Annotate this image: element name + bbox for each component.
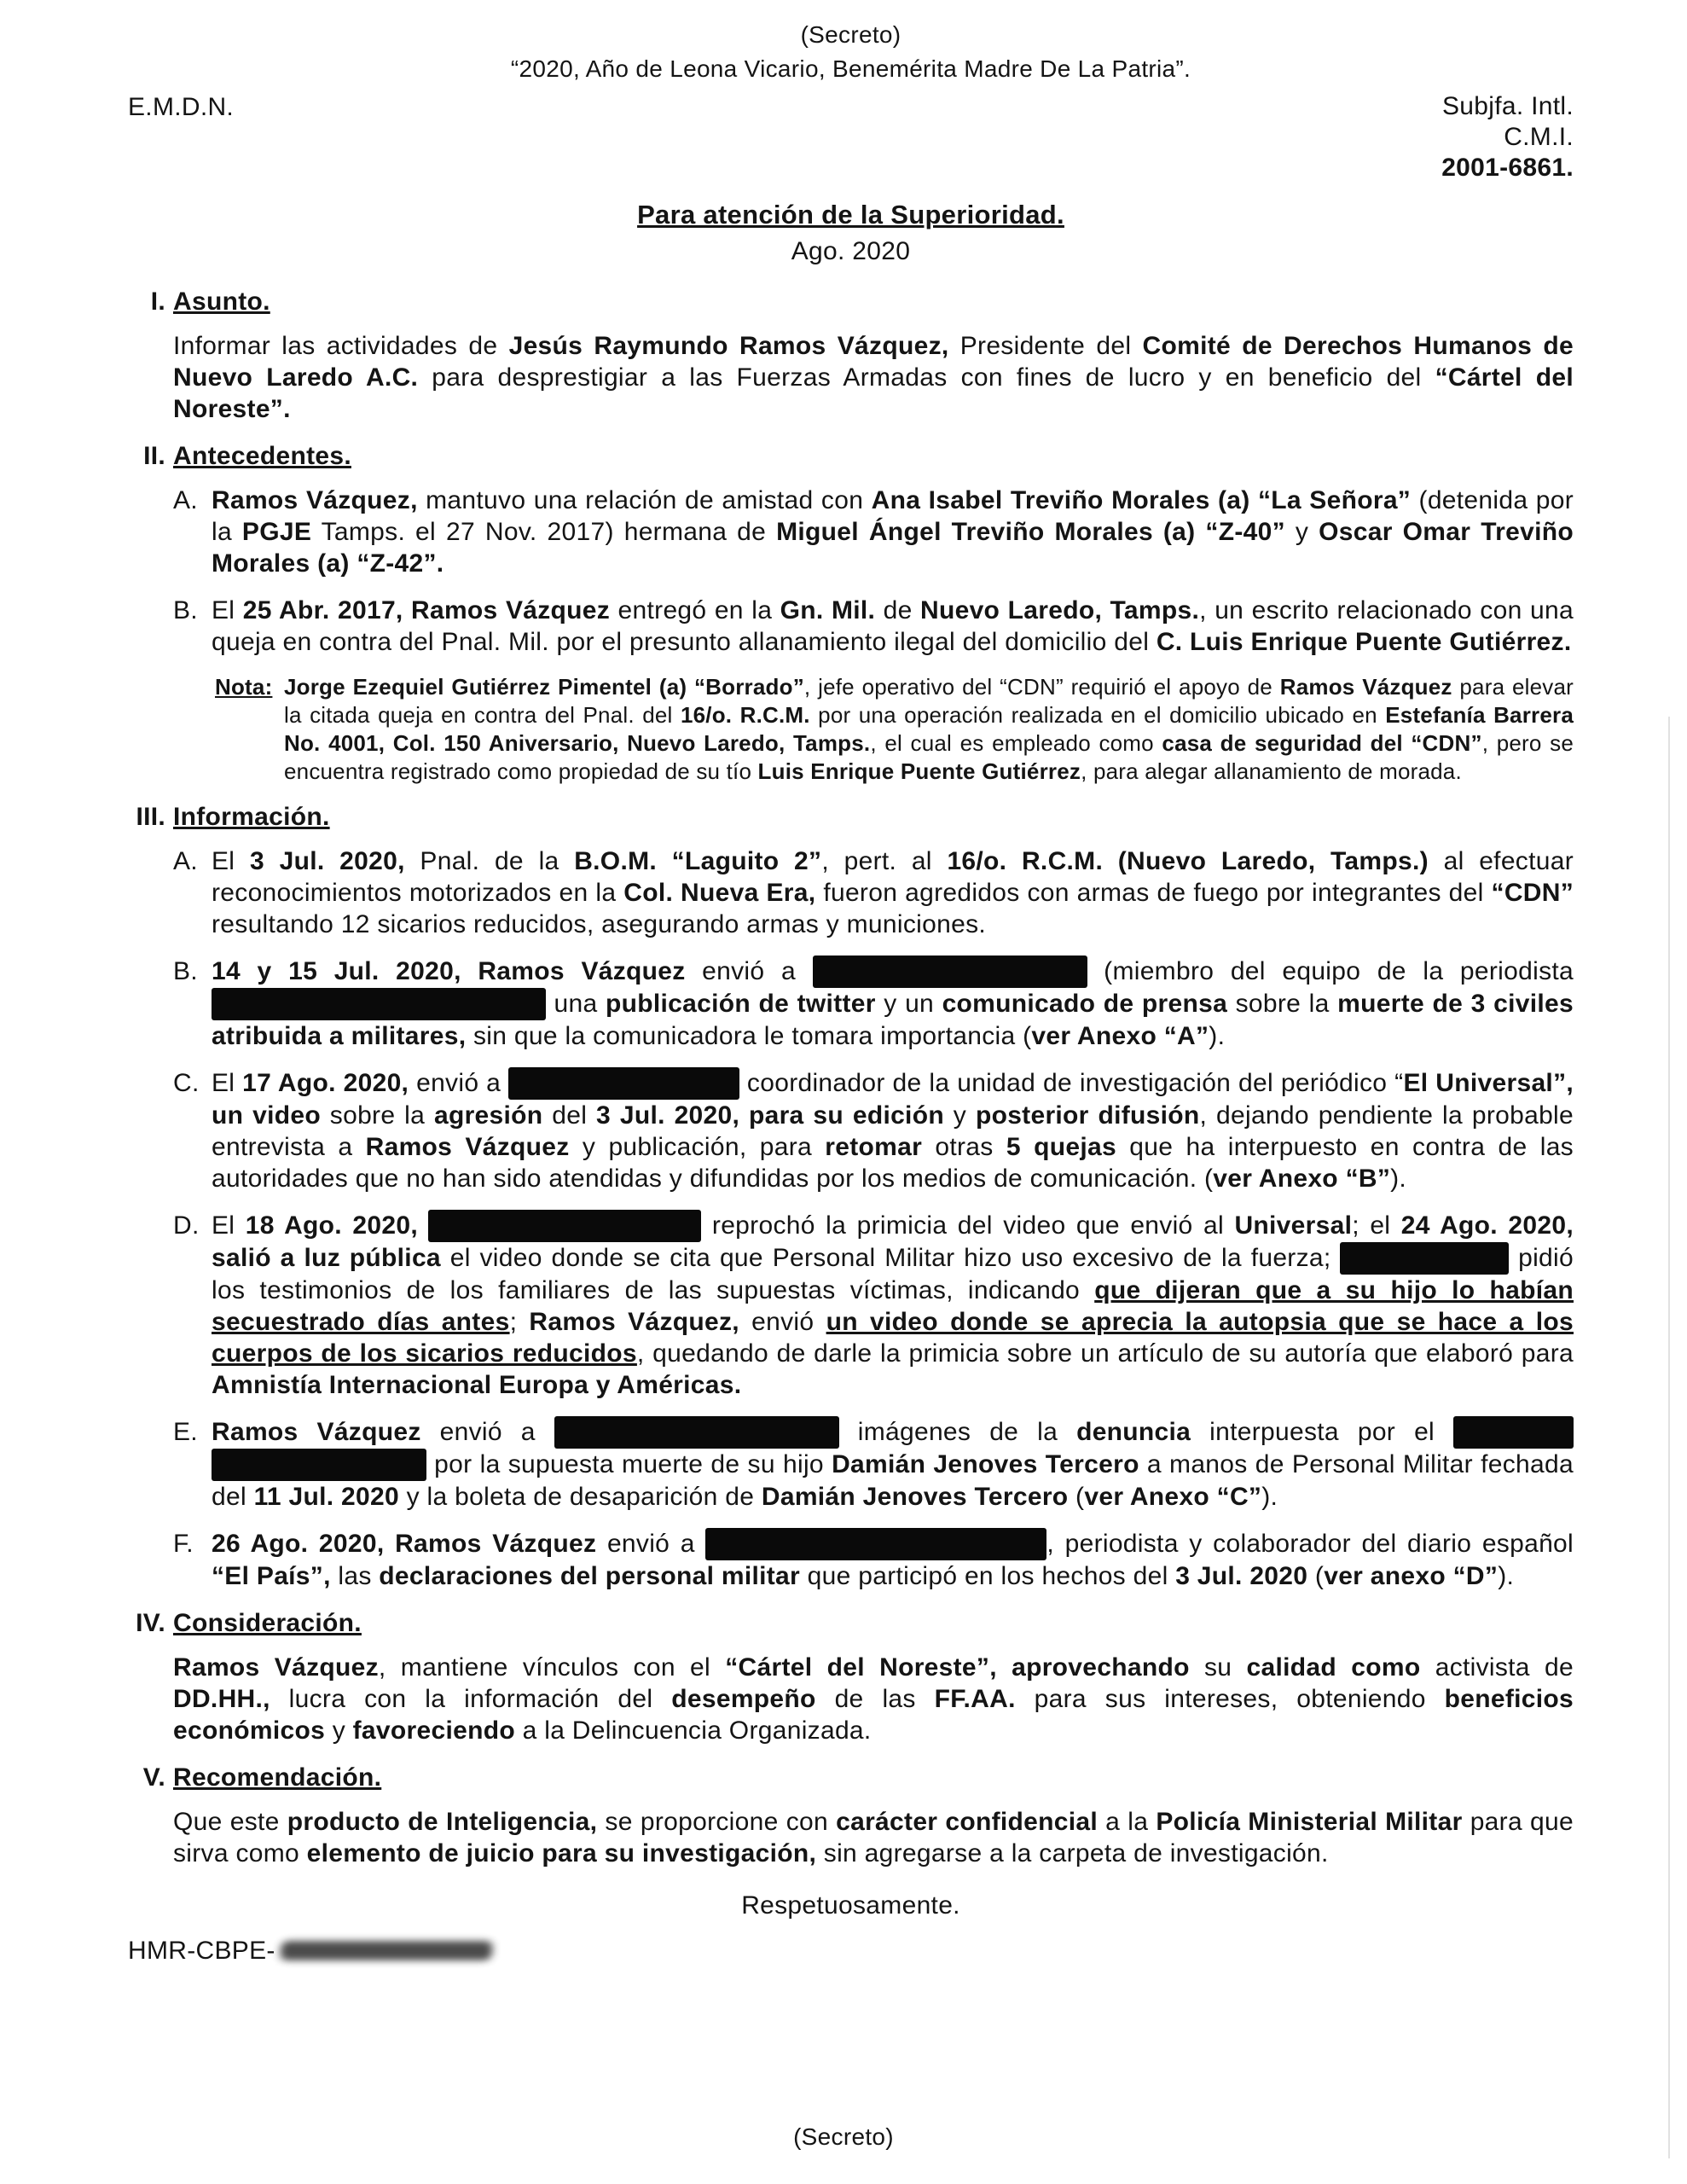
document-date: Ago. 2020 <box>791 237 911 265</box>
text-run: (detenida por la <box>212 486 1574 546</box>
text-run: Ramos Vázquez <box>173 1653 379 1682</box>
text-run: , dejando pendiente la probable entrevista a <box>212 1101 1574 1161</box>
section <box>128 1607 1574 1746</box>
note-label <box>215 673 284 786</box>
text-run: las <box>330 1562 380 1590</box>
item-text <box>212 1067 1574 1194</box>
text-run: al efectuar reconocimientos motorizados en la <box>212 847 1574 907</box>
note-text <box>284 673 1574 786</box>
text-run: desempeño <box>671 1685 816 1713</box>
text-run: ; <box>509 1308 530 1336</box>
note-label-text: Nota: <box>215 674 273 700</box>
text-run: B.O.M. “Laguito 2” <box>574 847 822 875</box>
text-run: y <box>325 1716 353 1745</box>
text-run: 3 Jul. 2020, para su edición <box>596 1101 944 1130</box>
text-run: sobre la <box>320 1101 434 1130</box>
section-heading <box>128 440 1574 472</box>
text-run: 16/o. R.C.M. <box>680 702 810 728</box>
note <box>215 673 1574 786</box>
text-run: envió <box>739 1308 826 1336</box>
text-run: ver Anexo “A” <box>1031 1022 1209 1050</box>
signature-prefix: HMR-CBPE- <box>128 1937 275 1965</box>
text-run: 3 Jul. 2020, <box>249 847 405 875</box>
text-run: Ramos Vázquez <box>212 1418 421 1446</box>
text-run: pidió los testimonios de los familiares de las supuestas víctimas, indicando <box>212 1244 1574 1304</box>
text-run: entregó en la <box>610 596 780 624</box>
text-run: envió a <box>409 1069 509 1097</box>
section-number: II. <box>143 442 165 470</box>
item-text <box>212 956 1574 1052</box>
section <box>128 801 1574 1592</box>
text-run: Ramos Vázquez, <box>529 1308 739 1336</box>
text-run: denuncia <box>1076 1418 1191 1446</box>
text-run: Comité de Derechos Humanos de Nuevo Laredo A.C. <box>173 332 1574 392</box>
text-run: 3 Jul. 2020 <box>1175 1562 1308 1590</box>
text-run: sin agregarse a la carpeta de investigación. <box>816 1839 1329 1867</box>
text-run: Amnistía Internacional Europa y Américas. <box>212 1371 742 1399</box>
text-run: ; el <box>1352 1211 1401 1240</box>
text-run: interpuesta por el <box>1191 1418 1453 1446</box>
text-run: PGJE <box>241 518 312 546</box>
text-run: ( <box>1307 1562 1325 1590</box>
section-title: Recomendación. <box>173 1763 382 1792</box>
item-text <box>212 1528 1574 1592</box>
header-row <box>128 91 1574 183</box>
text-run: , mantiene vínculos con el <box>378 1653 726 1682</box>
text-run: Informar las actividades de <box>173 332 509 360</box>
text-run: , pert. al <box>821 847 948 875</box>
reference-line-1: Subjfa. Intl. <box>1442 92 1574 120</box>
text-run: ). <box>1261 1483 1278 1511</box>
list-item <box>173 485 1574 579</box>
text-run: de las <box>815 1685 935 1713</box>
text-run: El <box>212 1069 243 1097</box>
item-letter: C. <box>173 1069 200 1097</box>
text-run: su <box>1189 1653 1247 1682</box>
document-content <box>128 19 1574 1966</box>
text-run: Jesús Raymundo Ramos Vázquez, <box>508 332 949 360</box>
text-run: a manos de Personal Militar fechada del <box>212 1450 1574 1511</box>
text-run: Jorge Ezequiel Gutiérrez Pimentel (a) “Borrado” <box>284 674 804 700</box>
text-run: 26 Ago. 2020, Ramos Vázquez <box>212 1530 597 1558</box>
text-run: ver Anexo “B” <box>1213 1165 1391 1193</box>
item-letter: B. <box>173 596 198 624</box>
text-run: Estefanía Barrera No. 4001, Col. 150 Aniversario, Nuevo Laredo, Tamps. <box>284 702 1574 756</box>
text-run: ( <box>1068 1483 1085 1511</box>
text-run: El <box>212 847 250 875</box>
text-run: Damián Jenoves Tercero <box>832 1450 1139 1478</box>
text-run: fueron agredidos con armas de fuego por integrantes del <box>815 879 1492 907</box>
item-letter: A. <box>173 486 198 514</box>
text-run: , un escrito relacionado con una queja en contra del Pnal. Mil. por el presunto allanamiento ilegal del domicilio del <box>212 596 1574 656</box>
text-run: para sus intereses, obteniendo <box>1015 1685 1445 1713</box>
section-title: Antecedentes. <box>173 442 351 470</box>
redaction-bar <box>554 1416 839 1449</box>
redaction-bar <box>705 1528 1046 1560</box>
header-motto: “2020, Año de Leona Vicario, Benemérita Madre De La Patria”. <box>510 55 1191 82</box>
text-run: Luis Enrique Puente Gutiérrez <box>757 758 1081 784</box>
text-run: “CDN” <box>1491 879 1574 907</box>
text-run: 5 quejas <box>1006 1133 1116 1161</box>
text-run: y publicación, para <box>569 1133 826 1161</box>
text-run: imágenes de la <box>838 1418 1077 1446</box>
section-number: I. <box>150 288 165 316</box>
list-item <box>173 845 1574 940</box>
text-run: , para alegar allanamiento de morada. <box>1081 758 1462 784</box>
text-run: del <box>542 1101 597 1130</box>
text-run: Tamps. el 27 Nov. 2017) hermana de <box>311 518 777 546</box>
text-run: y <box>943 1101 976 1130</box>
text-run: a la <box>1098 1808 1157 1836</box>
text-run: El <box>212 1211 246 1240</box>
text-run: y <box>1284 518 1319 546</box>
closing-salutation: Respetuosamente. <box>741 1891 960 1920</box>
section-number: V. <box>142 1763 165 1792</box>
text-run: sin que la comunicadora le tomara importancia ( <box>466 1022 1032 1050</box>
text-run: Damián Jenoves Tercero <box>761 1483 1069 1511</box>
text-run: una <box>546 990 606 1018</box>
text-run: Ramos Vázquez <box>1279 674 1452 700</box>
text-run: beneficios económicos <box>173 1685 1574 1745</box>
text-run: Ana Isabel Treviño Morales (a) “La Señora” <box>871 486 1412 514</box>
text-run: envió a <box>420 1418 554 1446</box>
text-run: , periodista y colaborador del diario español <box>1046 1530 1574 1558</box>
text-run: , el cual es empleado como <box>870 730 1162 756</box>
section-heading <box>128 286 1574 317</box>
text-run: Col. Nueva Era, <box>623 879 816 907</box>
text-run: de <box>875 596 920 624</box>
redaction-bar <box>813 956 1087 988</box>
item-text <box>212 1416 1574 1513</box>
text-run: Gn. Mil. <box>780 596 876 624</box>
text-run: Presidente del <box>948 332 1143 360</box>
text-run: Policía Ministerial Militar <box>1156 1808 1463 1836</box>
redaction-bar <box>428 1210 701 1242</box>
text-run: 25 Abr. 2017, Ramos Vázquez <box>242 596 611 624</box>
section-title: Asunto. <box>173 288 270 316</box>
text-run: posterior difusión <box>975 1101 1200 1130</box>
text-run: C. Luis Enrique Puente Gutiérrez. <box>1156 628 1572 656</box>
text-run: carácter confidencial <box>836 1808 1099 1836</box>
text-run: calidad como <box>1246 1653 1421 1682</box>
item-text <box>212 1210 1574 1401</box>
text-run: publicación de twitter <box>606 990 876 1018</box>
text-run: 17 Ago. 2020, <box>242 1069 409 1097</box>
section-heading <box>128 1762 1574 1793</box>
list-item <box>173 1528 1574 1592</box>
text-run: por una operación realizada en el domicilio ubicado en <box>809 702 1386 728</box>
text-run: sobre la <box>1227 990 1338 1018</box>
item-letter: A. <box>173 847 198 875</box>
text-run: 14 y 15 Jul. 2020, Ramos Vázquez <box>212 957 686 985</box>
document-title: Para atención de la Superioridad. <box>637 200 1064 229</box>
text-run: el video donde se cita que Personal Militar hizo uso excesivo de la fuerza; <box>440 1244 1341 1272</box>
text-run: casa de seguridad del “CDN” <box>1162 730 1482 756</box>
text-run: El Universal”, <box>1403 1069 1574 1097</box>
text-run: lucra con la información del <box>270 1685 672 1713</box>
text-run: que dijeran que a su hijo lo habían secuestrado días antes <box>212 1276 1574 1336</box>
section-number: III. <box>136 803 165 831</box>
text-run: Que este <box>173 1808 287 1836</box>
text-run: ). <box>1498 1562 1515 1590</box>
redaction-bar <box>212 1449 426 1481</box>
section-heading <box>128 1607 1574 1639</box>
reference-block <box>1441 91 1574 183</box>
text-run: Ramos Vázquez <box>365 1133 570 1161</box>
text-run: declaraciones del personal militar <box>379 1562 800 1590</box>
text-run: y la boleta de desaparición de <box>398 1483 762 1511</box>
redaction-bar <box>212 988 546 1020</box>
text-run: envió a <box>596 1530 706 1558</box>
text-run: y un <box>875 990 942 1018</box>
text-run: , pero se encuentra registrado como propiedad de su tío <box>284 730 1574 784</box>
list-item <box>173 1416 1574 1513</box>
text-run: Miguel Ángel Treviño Morales (a) “Z-40” <box>776 518 1285 546</box>
text-run: “El País”, <box>212 1562 331 1590</box>
section-heading <box>128 801 1574 833</box>
text-run: para desprestigiar a las Fuerzas Armadas con fines de lucro y en beneficio del <box>418 363 1435 392</box>
text-run: “Cártel del Noreste”. <box>173 363 1574 423</box>
text-run: un video donde se aprecia la autopsia que se hace a los cuerpos de los sicarios reducidos <box>212 1308 1574 1368</box>
redaction-bar <box>1340 1242 1509 1275</box>
text-run: ver anexo “D” <box>1324 1562 1499 1590</box>
text-run: para que sirva como <box>173 1808 1574 1867</box>
text-run: FF.AA. <box>934 1685 1016 1713</box>
section <box>128 440 1574 786</box>
text-run: DD.HH., <box>173 1685 270 1713</box>
list-item <box>173 1210 1574 1401</box>
scan-artifact <box>1668 717 1670 2158</box>
text-run: (miembro del equipo de la periodista <box>1087 957 1574 985</box>
text-run: activista de <box>1420 1653 1574 1682</box>
section-title: Consideración. <box>173 1609 362 1637</box>
text-run: Oscar Omar Treviño Morales (a) “Z-42”. <box>212 518 1574 578</box>
item-letter: F. <box>173 1530 194 1558</box>
text-run: producto de Inteligencia, <box>287 1808 598 1836</box>
text-run: Pnal. de la <box>404 847 575 875</box>
section <box>128 1762 1574 1869</box>
text-run: ver Anexo “C” <box>1084 1483 1262 1511</box>
text-run: , jefe operativo del “CDN” requirió el apoyo de <box>803 674 1280 700</box>
text-run: elemento de juicio para su investigación, <box>306 1839 817 1867</box>
signature-blurred-initials <box>280 1941 493 1960</box>
text-run: a la Delincuencia Organizada. <box>514 1716 872 1745</box>
paragraph <box>173 1806 1574 1869</box>
text-run: 16/o. R.C.M. (Nuevo Laredo, Tamps.) <box>947 847 1429 875</box>
item-text <box>212 485 1574 579</box>
text-run: Universal <box>1234 1211 1353 1240</box>
text-run: , quedando de darle la primicia sobre un artículo de su autoría que elaboró para <box>636 1339 1574 1368</box>
text-run: resultando 12 sicarios reducidos, asegurando armas y municiones. <box>212 910 987 938</box>
text-run: 24 Ago. 2020, salió a luz pública <box>212 1211 1574 1272</box>
text-run: por la supuesta muerte de su hijo <box>426 1450 832 1478</box>
text-run: reprochó la primicia del video que envió al <box>701 1211 1235 1240</box>
reference-number: 2001-6861. <box>1441 154 1574 182</box>
redaction-bar <box>508 1067 739 1100</box>
text-run: otras <box>922 1133 1006 1161</box>
text-run: El <box>212 596 243 624</box>
classification-bottom: (Secreto) <box>793 2123 894 2150</box>
item-letter: D. <box>173 1211 200 1240</box>
org-abbreviation: E.M.D.N. <box>128 93 235 121</box>
item-letter: B. <box>173 957 198 985</box>
list-item <box>173 956 1574 1052</box>
item-text <box>212 845 1574 940</box>
text-run: coordinador de la unidad de investigación del periódico “ <box>739 1069 1404 1097</box>
text-run: mantuvo una relación de amistad con <box>417 486 872 514</box>
redaction-bar <box>1453 1416 1574 1449</box>
text-run: ). <box>1209 1022 1226 1050</box>
classification-top: (Secreto) <box>800 21 901 48</box>
text-run: que ha interpuesto en contra de las autoridades que no han sido atendidas y difundidas por los medios de comunicación. ( <box>212 1133 1574 1193</box>
text-run: “Cártel del Noreste”, aprovechando <box>725 1653 1190 1682</box>
text-run: retomar <box>825 1133 923 1161</box>
text-run: que participó en los hechos del <box>800 1562 1176 1590</box>
text-run: para elevar la citada queja en contra del Pnal. del <box>284 674 1574 728</box>
text-run: 18 Ago. 2020, <box>245 1211 418 1240</box>
text-run: comunicado de prensa <box>942 990 1228 1018</box>
text-run: favoreciendo <box>352 1716 515 1745</box>
item-letter: E. <box>173 1418 198 1446</box>
text-run: un video <box>212 1101 321 1130</box>
section-number: IV. <box>136 1609 165 1637</box>
signature-line <box>128 1935 1574 1966</box>
text-run: envió a <box>685 957 813 985</box>
text-run <box>418 1211 428 1240</box>
section <box>128 286 1574 425</box>
sections <box>128 286 1574 1869</box>
text-run: 11 Jul. 2020 <box>253 1483 399 1511</box>
reference-line-2: C.M.I. <box>1504 123 1574 151</box>
paragraph <box>173 1652 1574 1746</box>
list-item <box>173 1067 1574 1194</box>
list-item <box>173 595 1574 658</box>
text-run: se proporcione con <box>597 1808 837 1836</box>
text-run: muerte de 3 civiles atribuida a militares, <box>212 990 1574 1050</box>
text-run: Ramos Vázquez, <box>212 486 418 514</box>
text-run: agresión <box>433 1101 543 1130</box>
paragraph <box>173 330 1574 425</box>
item-text <box>212 595 1574 658</box>
text-run: ). <box>1390 1165 1407 1193</box>
section-title: Información. <box>173 803 330 831</box>
text-run: Nuevo Laredo, Tamps. <box>920 596 1200 624</box>
